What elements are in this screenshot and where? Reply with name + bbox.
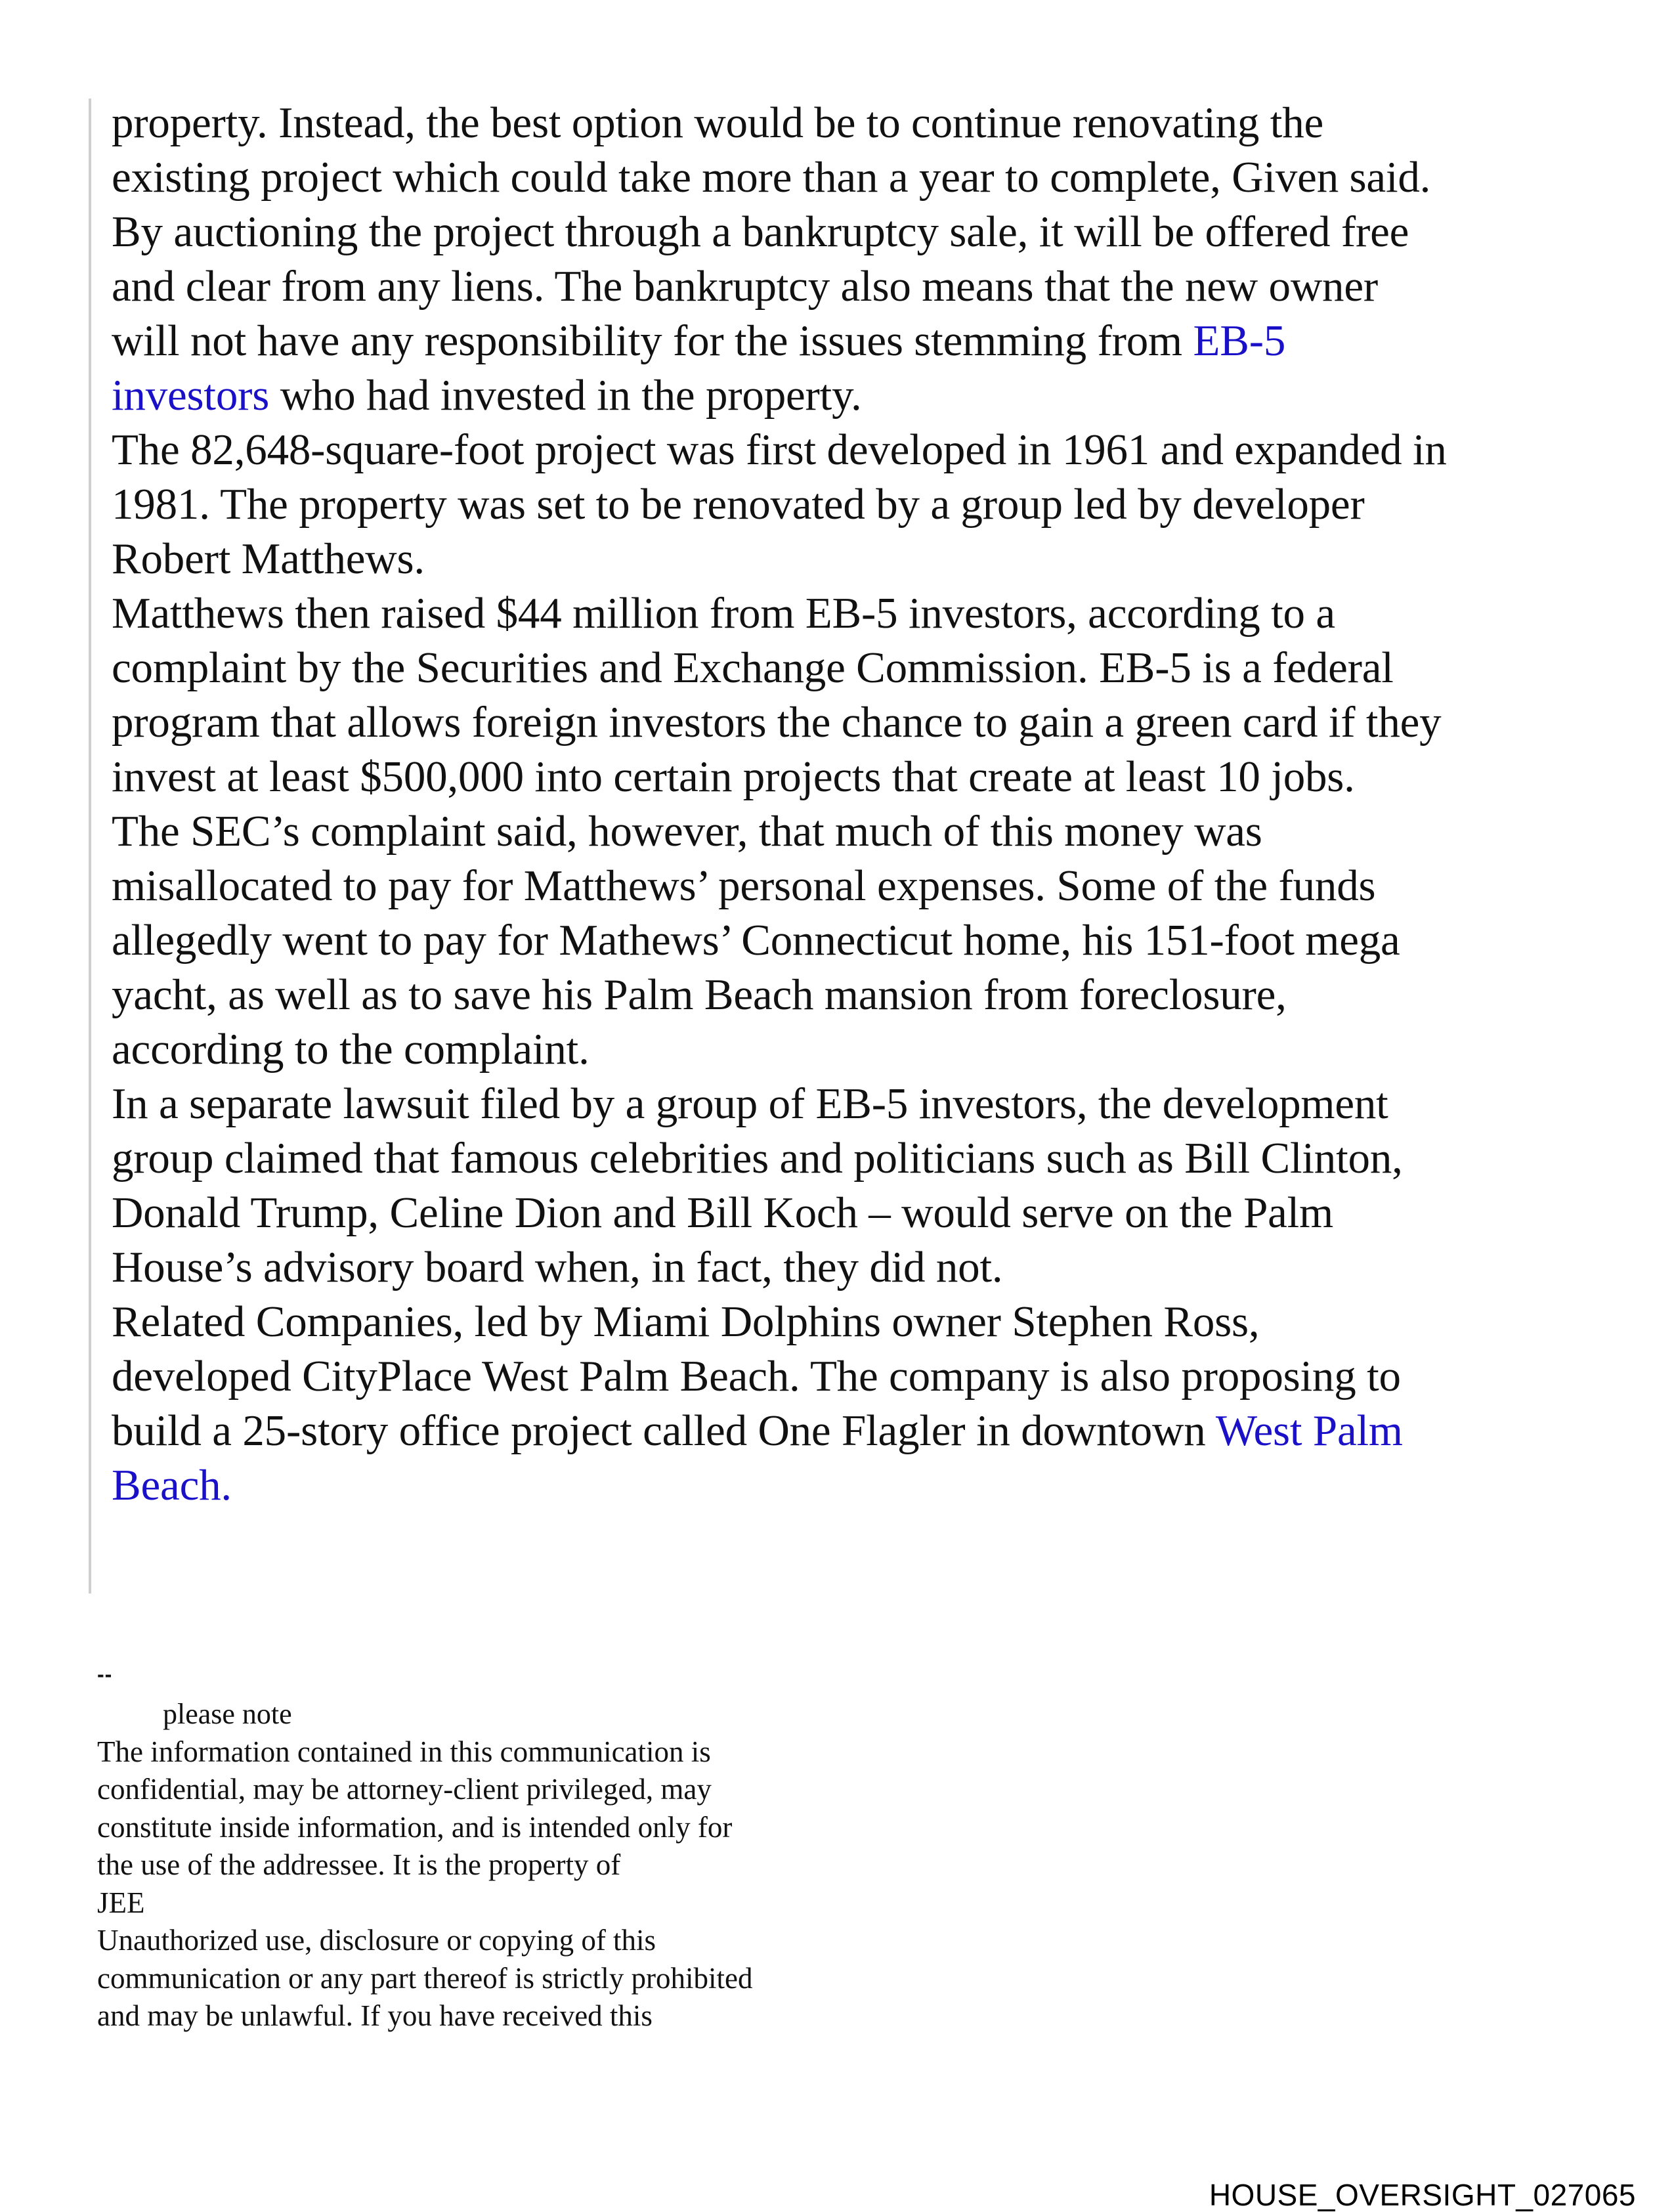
eb5-investors-link-continued[interactable]: investors — [112, 371, 270, 420]
text-line: Related Companies, led by Miami Dolphins owner Stephen Ross, — [112, 1297, 1260, 1346]
text-line: and clear from any liens. The bankruptcy also means that the new owner — [112, 262, 1378, 311]
text-line: Robert Matthews. — [112, 534, 425, 583]
eb5-investors-link[interactable]: EB-5 — [1193, 316, 1286, 365]
text-line: The SEC’s complaint said, however, that much of this money was — [112, 807, 1262, 856]
disclaimer-line: constitute inside information, and is intended only for — [97, 1810, 733, 1844]
text-line: The 82,648-square-foot project was first developed in 1961 and expanded in — [112, 425, 1447, 474]
disclaimer-line: the use of the addressee. It is the property of — [97, 1848, 621, 1881]
text-line — [112, 1458, 1576, 1513]
text-line: allegedly went to pay for Mathews’ Connecticut home, his 151-foot mega — [112, 916, 1400, 965]
text-line: 1981. The property was set to be renovated by a group led by developer — [112, 480, 1365, 529]
paragraph-eb5-program — [112, 586, 1576, 804]
disclaimer-line: The information contained in this communication is — [97, 1735, 711, 1768]
text-line: In a separate lawsuit filed by a group of EB-5 investors, the development — [112, 1079, 1388, 1128]
text-line: program that allows foreign investors the chance to gain a green card if they — [112, 698, 1442, 747]
text-line: existing project which could take more than a year to complete, Given said. — [112, 153, 1431, 202]
paragraph-project-history — [112, 423, 1576, 586]
text-line: Donald Trump, Celine Dion and Bill Koch – would serve on the Palm — [112, 1188, 1334, 1237]
text-line: invest at least $500,000 into certain projects that create at least 10 jobs. — [112, 752, 1355, 801]
email-signature-disclaimer — [97, 1661, 885, 2035]
text-segment: build a 25-story office project called One Flagler in downtown — [112, 1406, 1216, 1455]
disclaimer-line: Unauthorized use, disclosure or copying of this — [97, 1924, 656, 1957]
paragraph-sec-complaint — [112, 804, 1576, 1077]
paragraph-separate-lawsuit — [112, 1077, 1576, 1295]
text-line: property. Instead, the best option would be to continue renovating the — [112, 98, 1324, 147]
text-line: group claimed that famous celebrities and politicians such as Bill Clinton, — [112, 1134, 1403, 1182]
signature-separator: -- — [97, 1662, 113, 1686]
text-line: Matthews then raised $44 million from EB-5 investors, according to a — [112, 589, 1335, 638]
text-segment: who had invested in the property. — [269, 371, 862, 420]
west-palm-beach-link-continued[interactable]: Beach. — [112, 1461, 232, 1509]
text-line — [112, 368, 1576, 423]
text-line: misallocated to pay for Matthews’ personal expenses. Some of the funds — [112, 861, 1376, 910]
disclaimer-owner: JEE — [97, 1886, 145, 1919]
text-line — [112, 1404, 1576, 1458]
bates-number: HOUSE_OVERSIGHT_027065 — [1209, 2178, 1636, 2212]
text-line: House’s advisory board when, in fact, they did not. — [112, 1243, 1003, 1291]
text-line: By auctioning the project through a bankruptcy sale, it will be offered free — [112, 207, 1409, 256]
article-body — [112, 96, 1576, 1513]
text-segment: will not have any responsibility for the issues stemming from — [112, 316, 1193, 365]
paragraph-related-companies — [112, 1295, 1576, 1513]
disclaimer-line: confidential, may be attorney-client privileged, may — [97, 1773, 712, 1806]
text-line: complaint by the Securities and Exchange Commission. EB-5 is a federal — [112, 643, 1394, 692]
paragraph-bankruptcy-sale — [112, 96, 1576, 423]
text-line: yacht, as well as to save his Palm Beach mansion from foreclosure, — [112, 970, 1287, 1019]
text-line: developed CityPlace West Palm Beach. The company is also proposing to — [112, 1352, 1401, 1400]
text-line — [112, 314, 1576, 368]
west-palm-beach-link[interactable]: West Palm — [1215, 1406, 1403, 1455]
disclaimer-line: communication or any part thereof is strictly prohibited — [97, 1961, 753, 1995]
disclaimer-heading: please note — [163, 1698, 292, 1730]
text-line: according to the complaint. — [112, 1025, 590, 1073]
disclaimer-line: and may be unlawful. If you have received this — [97, 1999, 653, 2032]
